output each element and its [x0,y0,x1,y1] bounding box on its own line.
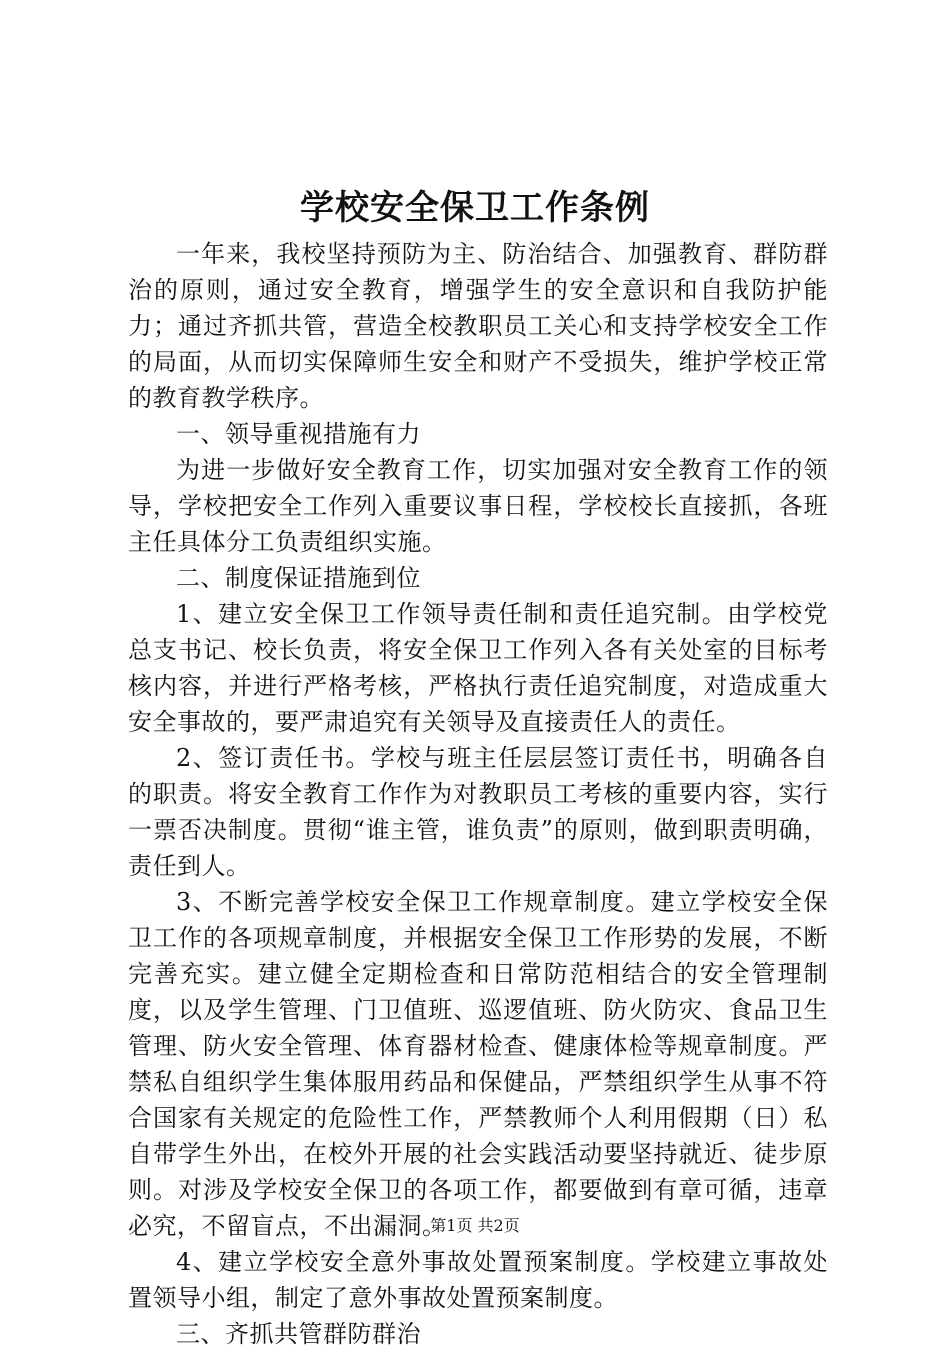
paragraph-item-3: 3、不断完善学校安全保卫工作规章制度。建立学校安全保卫工作的各项规章制度，并根据安全保卫工作形势的发展，不断完善充实。建立健全定期检查和日常防范相结合的安全管理制度，以及学生管理、门卫值班、巡逻值班、防火防灾、食品卫生管理、防火安全管理、体育器材检查、健康体检等规章制度。严禁私自组织学生集体服用药品和保健品，严禁组织学生从事不符合国家有关规定的危险性工作，严禁教师个人利用假期（日）私自带学生外出，在校外开展的社会实践活动要坚持就近、徒步原则。对涉及学校安全保卫的各项工作，都要做到有章可循，违章必究，不留盲点，不出漏洞。 [128,888,828,1240]
section-heading-2: 二、制度保证措施到位 [176,564,421,592]
paragraph-item-4: 4、建立学校安全意外事故处置预案制度。学校建立事故处置领导小组，制定了意外事故处置预案制度。 [128,1248,828,1312]
document-title: 学校安全保卫工作条例 [300,188,650,228]
paragraph-intro: 一年来，我校坚持预防为主、防治结合、加强教育、群防群治的原则，通过安全教育，增强学生的安全意识和自我防护能力；通过齐抓共管，营造全校教职员工关心和支持学校安全工作的局面，从而切实保障师生安全和财产不受损失，维护学校正常的教育教学秩序。 [128,240,828,412]
section-heading-3: 三、齐抓共管群防群治 [176,1320,421,1348]
section-heading-1: 一、领导重视措施有力 [176,420,421,448]
paragraph-item-2: 2、签订责任书。学校与班主任层层签订责任书，明确各自的职责。将安全教育工作作为对教职员工考核的重要内容，实行一票否决制度。贯彻“谁主管，谁负责”的原则，做到职责明确，责任到人。 [128,744,828,880]
paragraph-item-1: 1、建立安全保卫工作领导责任制和责任追究制。由学校党总支书记、校长负责，将安全保卫工作列入各有关处室的目标考核内容，并进行严格考核，严格执行责任追究制度，对造成重大安全事故的，要严肃追究有关领导及直接责任人的责任。 [128,600,828,736]
page-footer: 第1页 共2页 [430,1216,520,1235]
document-body [128,236,828,1352]
paragraph-section-1: 为进一步做好安全教育工作，切实加强对安全教育工作的领导，学校把安全工作列入重要议事日程，学校校长直接抓，各班主任具体分工负责组织实施。 [128,456,828,556]
